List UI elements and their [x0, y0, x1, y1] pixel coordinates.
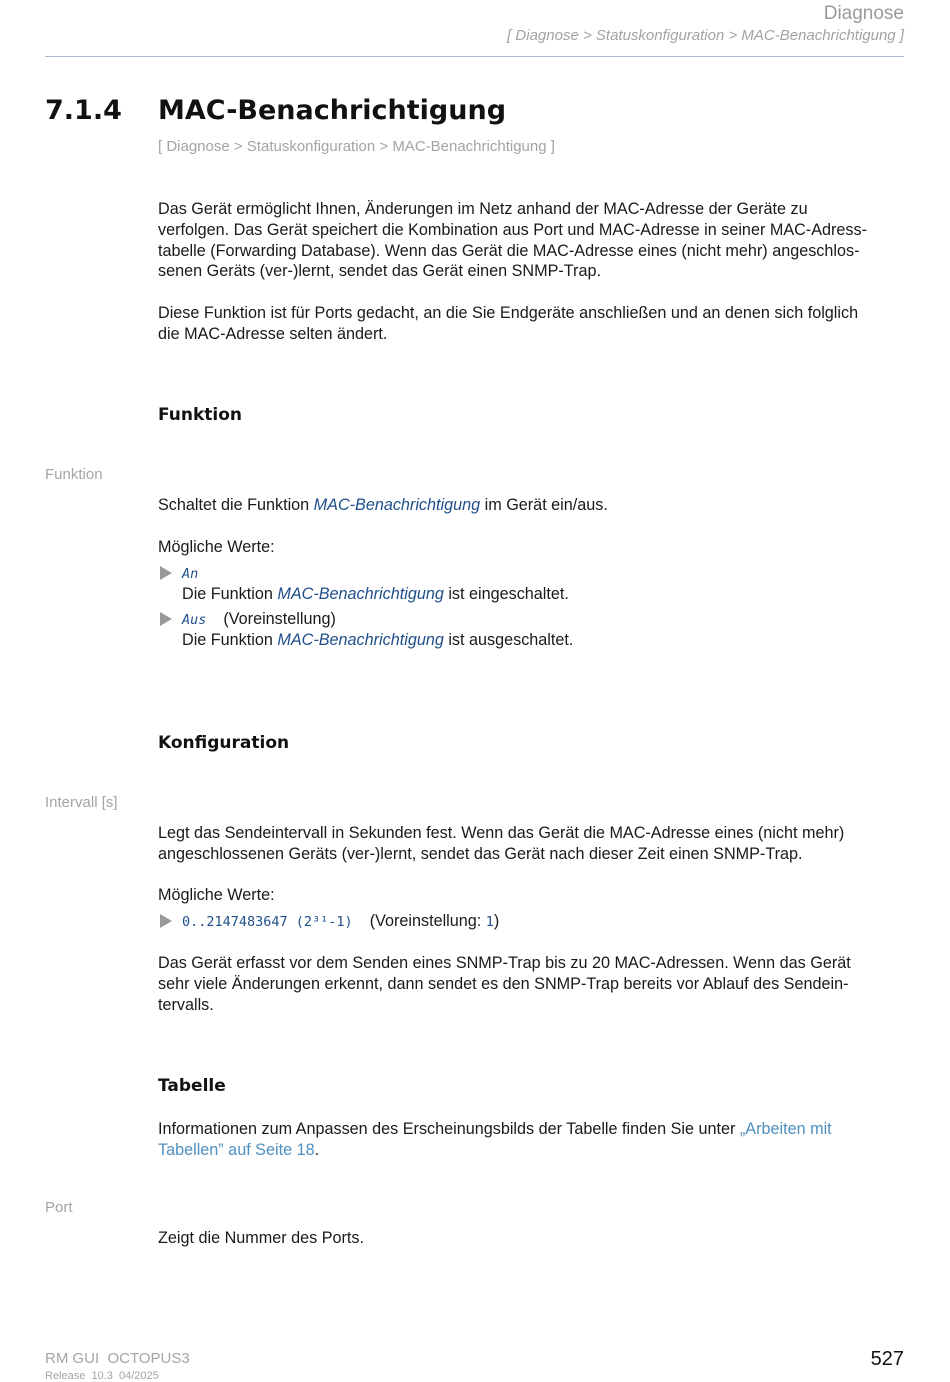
subheading-tabelle: Tabelle — [158, 1076, 226, 1096]
port-description: Zeigt die Nummer des Ports. — [158, 1229, 365, 1247]
tabelle-description: Informationen zum Anpassen des Erscheinungsbilds der Tabelle finden Sie unter „Arbeiten mit Tabellen” auf Seite 18. — [158, 1120, 832, 1159]
text-line: Das Gerät ermöglicht Ihnen, Änderungen im Netz anhand der MAC-Adresse der Geräte zu — [158, 200, 808, 218]
text-line: Legt das Sendeintervall in Sekunden fest. Wenn das Gerät die MAC-Adresse eines (nicht mehr) — [158, 824, 845, 842]
gui-term: MAC-Benachrichtigung — [313, 496, 481, 514]
text-line: verfolgen. Das Gerät speichert die Kombination aus Port und MAC-Adresse in seiner MAC-Adress- — [158, 220, 867, 239]
text-line: angeschlossenen Geräts (ver-)lernt, sendet das Gerät nach dieser Zeit einen SNMP-Trap. — [158, 844, 803, 863]
value-off: Aus (Voreinstellung) — [182, 610, 336, 628]
default-note: (Voreinstellung) — [223, 610, 336, 628]
page-number: 527 — [870, 1348, 904, 1370]
text-line: die MAC-Adresse selten ändert. — [158, 324, 388, 343]
value-on-description: Die Funktion MAC-Benachrichtigung ist eingeschaltet. — [182, 585, 569, 603]
text-line: tervalls. — [158, 995, 214, 1014]
margin-label-intervall: Intervall [s] — [45, 794, 118, 811]
link-arbeiten-mit-tabellen-cont[interactable]: Tabellen” auf Seite 18 — [158, 1140, 315, 1159]
header-divider — [45, 56, 904, 57]
margin-label-port: Port — [45, 1199, 73, 1216]
value-on: An — [182, 566, 199, 582]
funktion-description: Schaltet die Funktion MAC-Benachrichtigung im Gerät ein/aus. — [158, 496, 608, 514]
running-header-breadcrumb: [ Diagnose > Statuskonfiguration > MAC-Benachrichtigung ] — [507, 27, 904, 44]
intro-paragraph-1 — [158, 199, 906, 282]
text-line: Das Gerät erfasst vor dem Senden eines SNMP-Trap bis zu 20 MAC-Adressen. Wenn das Gerät — [158, 954, 851, 972]
text-line: senen Geräts (ver-)lernt, sendet das Gerät einen SNMP-Trap. — [158, 262, 601, 281]
intervall-values-label: Mögliche Werte: — [158, 886, 275, 904]
intervall-description — [158, 823, 906, 865]
gui-term: MAC-Benachrichtigung — [277, 585, 444, 603]
bullet-triangle-icon — [160, 566, 172, 580]
section-title: MAC-Benachrichtigung — [158, 95, 507, 126]
link-arbeiten-mit-tabellen[interactable]: „Arbeiten mit — [739, 1120, 832, 1138]
text-line: Diese Funktion ist für Ports gedacht, an die Sie Endgeräte anschließen und an denen sich folglich — [158, 304, 859, 322]
value-off-description: Die Funktion MAC-Benachrichtigung ist ausgeschaltet. — [182, 631, 574, 649]
subheading-konfiguration: Konfiguration — [158, 733, 290, 753]
intro-paragraph-2 — [158, 303, 906, 345]
funktion-values-label: Mögliche Werte: — [158, 538, 275, 556]
section-breadcrumb: [ Diagnose > Statuskonfiguration > MAC-Benachrichtigung ] — [158, 138, 555, 155]
bullet-triangle-icon — [160, 914, 172, 928]
subheading-funktion: Funktion — [158, 405, 243, 425]
intervall-range: 0..2147483647 (2³¹-1) (Voreinstellung: 1) — [182, 912, 500, 930]
text-line: sehr viele Änderungen erkennt, dann sendet es den SNMP-Trap bereits vor Ablauf des Sendein- — [158, 974, 849, 993]
text-line: tabelle (Forwarding Database). Wenn das Gerät die MAC-Adresse eines (nicht mehr) angeschlos- — [158, 241, 860, 260]
section-number: 7.1.4 — [45, 95, 122, 126]
footer-document-title: RM GUI OCTOPUS3 — [45, 1350, 190, 1367]
running-header-title: Diagnose — [823, 3, 904, 24]
intervall-note — [158, 953, 906, 1015]
default-value: 1 — [485, 914, 494, 930]
footer-release: Release 10.3 04/2025 — [45, 1370, 159, 1382]
gui-term: MAC-Benachrichtigung — [277, 631, 444, 649]
bullet-triangle-icon — [160, 612, 172, 626]
margin-label-funktion: Funktion — [45, 466, 103, 483]
